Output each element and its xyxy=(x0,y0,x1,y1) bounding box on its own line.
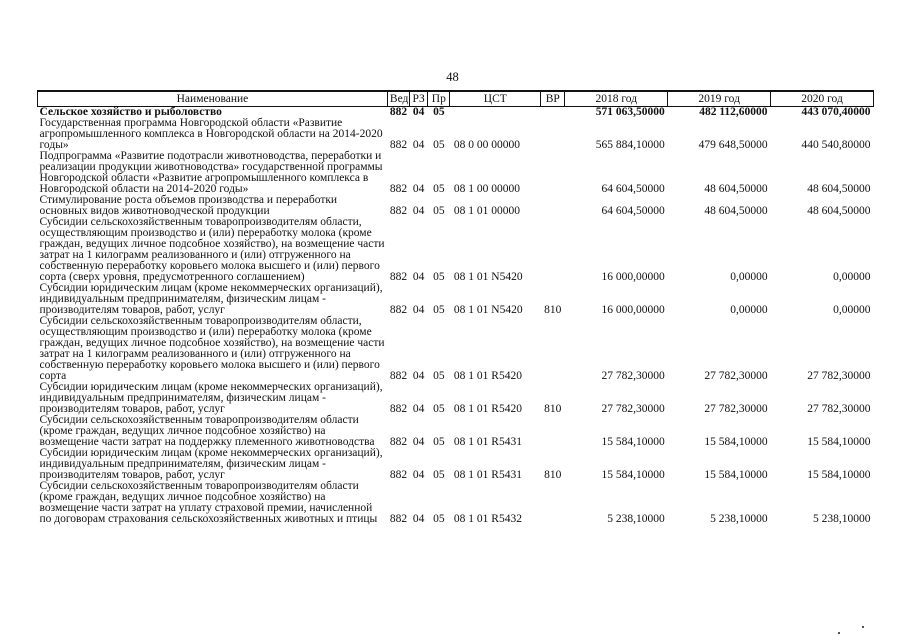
cell-2019: 15 584,10000 xyxy=(704,469,768,481)
cell-pr: 05 xyxy=(433,271,445,283)
cell-ved: 882 xyxy=(389,436,408,448)
budget-table xyxy=(37,90,874,525)
cell-vr xyxy=(541,107,565,119)
cell-vr xyxy=(541,118,565,151)
cell-vr xyxy=(541,151,565,195)
cell-2020: 27 782,30000 xyxy=(807,403,871,415)
cell-ved: 882 xyxy=(389,304,408,316)
cell-pr: 05 xyxy=(433,304,445,316)
cell-rz: 04 xyxy=(412,139,425,151)
header-ved: Вед xyxy=(387,91,409,107)
cell-ved: 882 xyxy=(389,370,408,382)
cell-2019: 48 604,50000 xyxy=(704,205,768,217)
header-2019: 2019 год xyxy=(668,91,771,107)
cell-pr: 05 xyxy=(433,403,445,415)
cell-2018: 16 000,00000 xyxy=(601,271,665,283)
cell-cst: 08 1 01 N5420 xyxy=(453,271,523,283)
cell-2019: 15 584,10000 xyxy=(704,436,768,448)
table-row xyxy=(38,415,874,448)
cell-rz: 04 xyxy=(412,403,425,415)
table-row xyxy=(38,481,874,525)
cell-pr: 05 xyxy=(433,370,445,382)
cell-rz: 04 xyxy=(412,513,425,525)
cell-name: Стимулирование роста объемов производства и переработки основных видов животноводческой продукции xyxy=(39,194,338,217)
table-row xyxy=(38,283,874,316)
cell-2019: 479 648,50000 xyxy=(698,139,768,151)
cell-ved: 882 xyxy=(389,271,408,283)
cell-2019: 27 782,30000 xyxy=(704,370,768,382)
cell-ved: 882 xyxy=(389,513,408,525)
cell-2019: 27 782,30000 xyxy=(704,403,768,415)
cell-ved: 882 xyxy=(389,106,408,118)
cell-rz: 04 xyxy=(412,106,425,118)
cell-2020: 27 782,30000 xyxy=(807,370,871,382)
cell-2020: 15 584,10000 xyxy=(807,469,871,481)
cell-2020: 0,00000 xyxy=(833,271,871,283)
table-row xyxy=(38,195,874,217)
cell-2018: 5 238,10000 xyxy=(607,513,665,525)
cell-name: Государственная программа Новгородской области «Развитие агропромышленного комплекса в Новгородской области на 2014-2020 годы» xyxy=(39,117,383,151)
header-pr: Пр xyxy=(428,91,450,107)
cell-2020: 0,00000 xyxy=(833,304,871,316)
header-cst: ЦСТ xyxy=(450,91,541,107)
cell-2020: 48 604,50000 xyxy=(807,205,871,217)
table-row xyxy=(38,316,874,382)
cell-pr: 05 xyxy=(433,106,445,118)
cell-2018: 15 584,10000 xyxy=(601,436,665,448)
cell-pr: 05 xyxy=(433,436,445,448)
table-row xyxy=(38,448,874,481)
cell-name: Субсидии сельскохозяйственным товаропроизводителям области, осуществляющим производство и (или) переработку молока (кроме граждан, ведущих личное подсобное хозяйство), на возмещение части затрат на 1 килограмм реализованного и (или) отгруженного на собственную переработку коровьего молока высшего и (или) первого сорта xyxy=(39,315,385,382)
scan-speck xyxy=(862,626,864,628)
cell-vr xyxy=(541,415,565,448)
cell-2018: 64 604,50000 xyxy=(601,205,665,217)
cell-name: Сельское хозяйство и рыболовство xyxy=(39,106,222,118)
cell-2018: 16 000,00000 xyxy=(601,304,665,316)
cell-name: Субсидии сельскохозяйственным товаропроизводителям области (кроме граждан, ведущих личное подсобное хозяйство) на возмещение части затрат на уплату страховой премии, начисленной по договорам страхования сельскохозяйственных животных и птицы xyxy=(39,480,378,525)
cell-2020: 440 540,80000 xyxy=(801,139,871,151)
cell-rz: 04 xyxy=(412,370,425,382)
cell-pr: 05 xyxy=(433,139,445,151)
cell-cst: 08 1 00 00000 xyxy=(453,183,521,195)
cell-2018: 64 604,50000 xyxy=(601,183,665,195)
cell-rz: 04 xyxy=(412,469,425,481)
cell-vr xyxy=(541,217,565,283)
cell-name: Субсидии юридическим лицам (кроме некоммерческих организаций), индивидуальным предпринимателям, физическим лицам - производителям товаров, работ, услуг xyxy=(39,381,383,415)
table-row xyxy=(38,151,874,195)
table-header-row xyxy=(38,91,874,107)
cell-2020: 48 604,50000 xyxy=(807,183,871,195)
cell-rz: 04 xyxy=(412,271,425,283)
cell-ved: 882 xyxy=(389,469,408,481)
cell-2018: 27 782,30000 xyxy=(601,370,665,382)
cell-cst: 08 1 01 R5420 xyxy=(453,403,522,415)
header-2020: 2020 год xyxy=(771,91,874,107)
cell-2019: 482 112,60000 xyxy=(699,106,768,118)
cell-2019: 5 238,10000 xyxy=(710,513,768,525)
cell-2018: 565 884,10000 xyxy=(595,139,665,151)
cell-cst: 08 1 01 R5431 xyxy=(453,469,522,481)
cell-2018: 15 584,10000 xyxy=(601,469,665,481)
cell-cst: 08 0 00 00000 xyxy=(453,139,521,151)
cell-rz: 04 xyxy=(412,436,425,448)
cell-2019: 0,00000 xyxy=(730,271,768,283)
cell-rz: 04 xyxy=(412,183,425,195)
cell-vr: 810 xyxy=(544,469,562,481)
cell-ved: 882 xyxy=(389,205,408,217)
cell-vr xyxy=(541,481,565,525)
cell-rz: 04 xyxy=(412,205,425,217)
cell-2019: 48 604,50000 xyxy=(704,183,768,195)
cell-2020: 443 070,40000 xyxy=(801,106,871,118)
cell-2018: 571 063,50000 xyxy=(595,106,665,118)
cell-name: Подпрограмма «Развитие подотрасли животноводства, переработки и реализации продукции животноводства» государственной программы Новгородской области «Развитие агропромышленного комплекса в Новгородской области на 2014-2020 годы» xyxy=(39,150,383,195)
cell-cst: 08 1 01 R5420 xyxy=(453,370,522,382)
cell-vr xyxy=(541,316,565,382)
scan-speck xyxy=(838,632,840,634)
cell-2019: 0,00000 xyxy=(730,304,768,316)
cell-2018: 27 782,30000 xyxy=(601,403,665,415)
cell-ved: 882 xyxy=(389,139,408,151)
header-vr: ВР xyxy=(541,91,565,107)
cell-ved: 882 xyxy=(389,403,408,415)
cell-pr: 05 xyxy=(433,183,445,195)
cell-pr: 05 xyxy=(433,469,445,481)
cell-cst: 08 1 01 N5420 xyxy=(453,304,523,316)
cell-vr: 810 xyxy=(544,403,562,415)
cell-cst: 08 1 01 R5431 xyxy=(453,436,522,448)
cell-pr: 05 xyxy=(433,205,445,217)
cell-cst xyxy=(450,107,541,119)
table-row xyxy=(38,118,874,151)
cell-2020: 5 238,10000 xyxy=(813,513,871,525)
header-rz: РЗ xyxy=(410,91,428,107)
cell-ved: 882 xyxy=(389,183,408,195)
table-row xyxy=(38,382,874,415)
cell-vr xyxy=(541,195,565,217)
cell-cst: 08 1 01 00000 xyxy=(453,205,521,217)
cell-name: Субсидии юридическим лицам (кроме некоммерческих организаций), индивидуальным предпринимателям, физическим лицам - производителям товаров, работ, услуг xyxy=(39,282,383,316)
cell-cst: 08 1 01 R5432 xyxy=(453,513,522,525)
header-2018: 2018 год xyxy=(565,91,668,107)
cell-name: Субсидии сельскохозяйственным товаропроизводителям области, осуществляющим производство и (или) переработку молока (кроме граждан, ведущих личное подсобное хозяйство), на возмещение части затрат на 1 килограмм реализованного и (или) отгруженного на собственную переработку коровьего молока высшего и (или) первого сорта (сверх уровня, предусмотренного соглашением) xyxy=(39,216,385,283)
cell-vr: 810 xyxy=(544,304,562,316)
header-name: Наименование xyxy=(38,91,388,107)
cell-pr: 05 xyxy=(433,513,445,525)
cell-rz: 04 xyxy=(412,304,425,316)
table-body xyxy=(38,107,874,526)
cell-name: Субсидии юридическим лицам (кроме некоммерческих организаций), индивидуальным предпринимателям, физическим лицам - производителям товаров, работ, услуг xyxy=(39,447,383,481)
page-number: 48 xyxy=(446,70,459,84)
cell-name: Субсидии сельскохозяйственным товаропроизводителям области (кроме граждан, ведущих личное подсобное хозяйство) на возмещение части затрат на поддержку племенного животноводства xyxy=(39,414,375,448)
cell-2020: 15 584,10000 xyxy=(807,436,871,448)
table-row xyxy=(38,217,874,283)
